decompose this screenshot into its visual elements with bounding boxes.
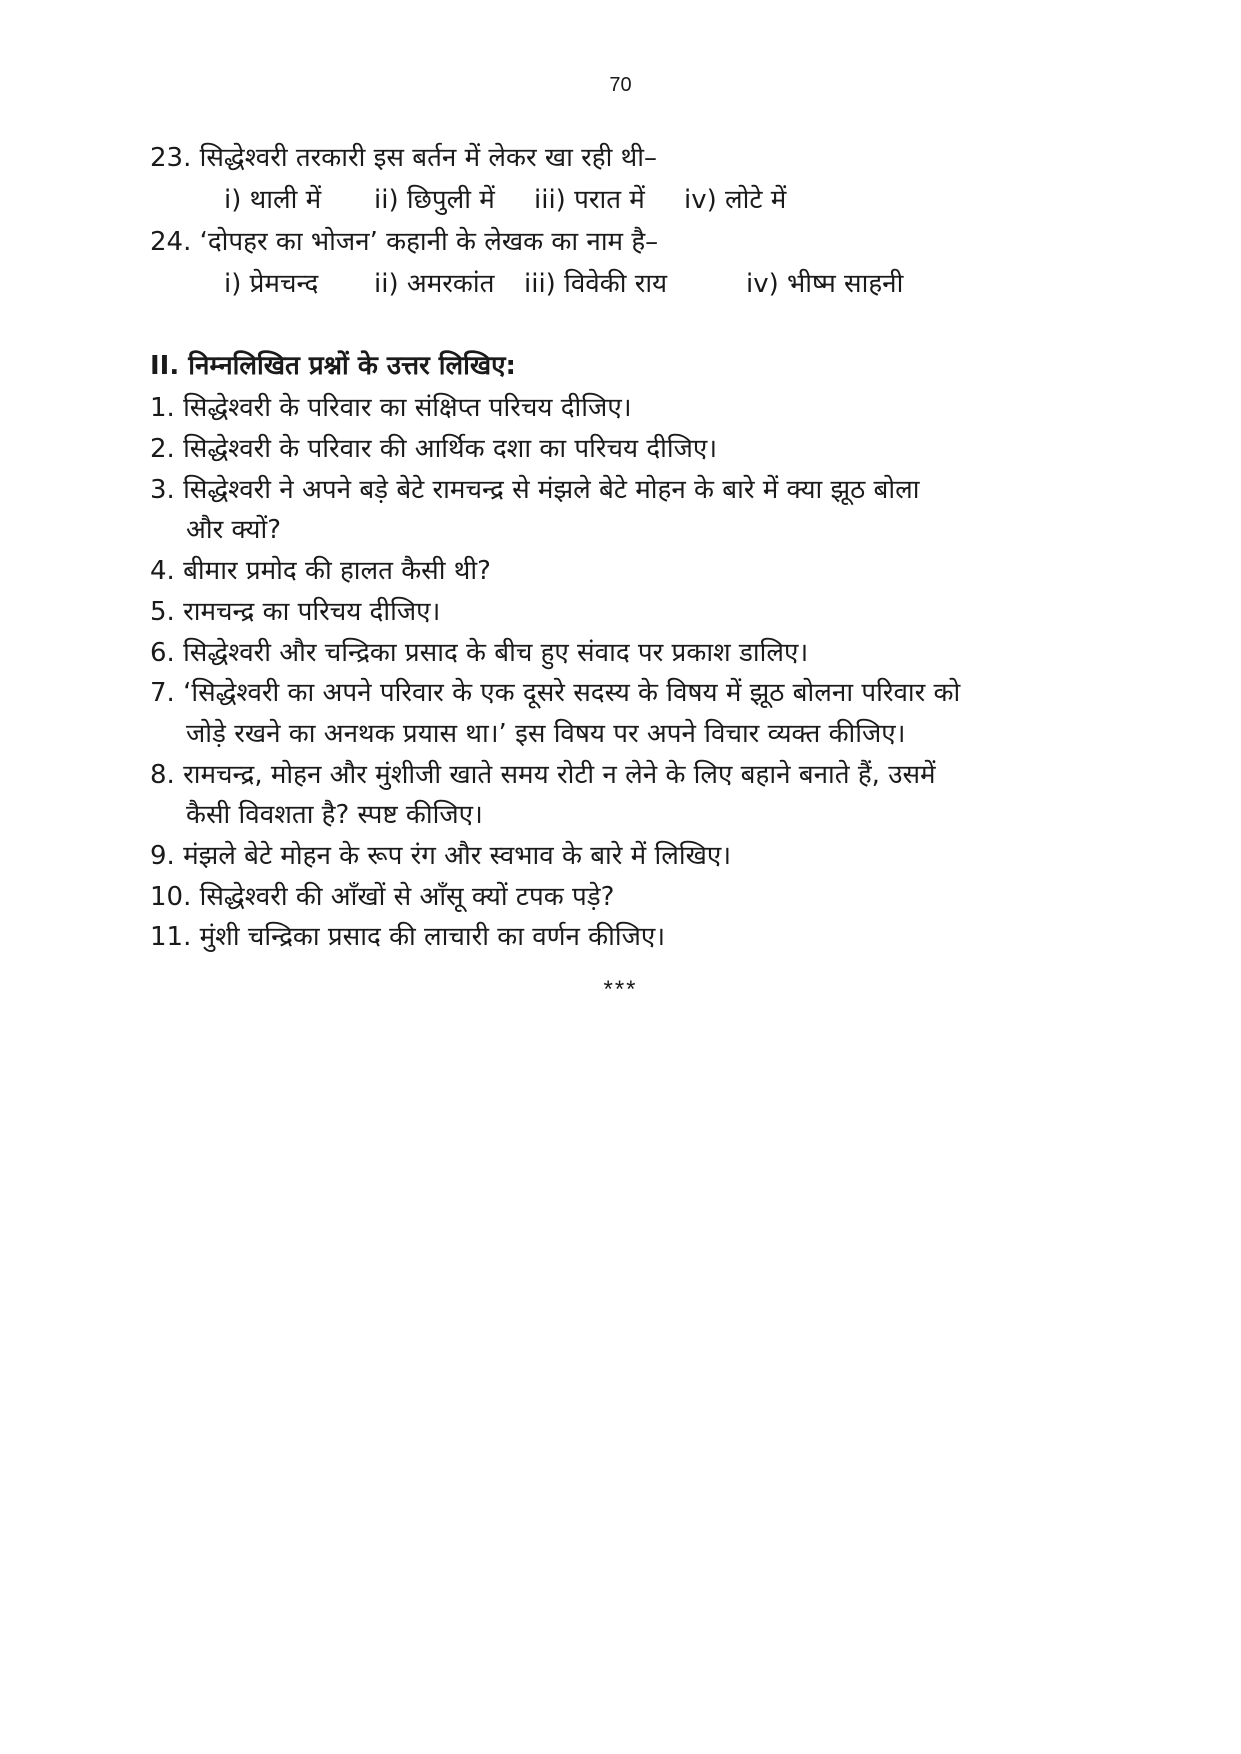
question-5: 5. रामचन्द्र का परिचय दीजिए। [150,597,441,627]
q24-option-4: iv) भीष्म साहनी [746,269,904,299]
question-23: 23. सिद्धेश्वरी तरकारी इस बर्तन में लेकर खा रही थी– [150,143,657,173]
question-11: 11. मुंशी चन्द्रिका प्रसाद की लाचारी का वर्णन कीजिए। [150,922,666,952]
question-9: 9. मंझले बेटे मोहन के रूप रंग और स्वभाव के बारे में लिखिए। [150,841,732,871]
q24-option-1: i) प्रेमचन्द [224,269,319,299]
question-8: 8. रामचन्द्र, मोहन और मुंशीजी खाते समय रोटी न लेने के लिए बहाने बनाते हैं, उसमें [150,760,936,790]
q24-option-2: ii) अमरकांत [374,269,495,299]
q23-option-3: iii) परात में [534,185,645,215]
question-24: 24. ‘दोपहर का भोजन’ कहानी के लेखक का नाम है– [150,227,659,257]
question-2: 2. सिद्धेश्वरी के परिवार की आर्थिक दशा का परिचय दीजिए। [150,434,718,464]
question-4: 4. बीमार प्रमोद की हालत कैसी थी? [150,556,491,586]
question-3: 3. सिद्धेश्वरी ने अपने बड़े बेटे रामचन्द्र से मंझले बेटे मोहन के बारे में क्या झूठ बोला [150,475,920,505]
q24-option-3: iii) विवेकी राय [524,269,668,299]
question-7: 7. ‘सिद्धेश्वरी का अपने परिवार के एक दूसरे सदस्य के विषय में झूठ बोलना परिवार को [150,678,961,708]
question-3-continued: और क्यों? [186,515,282,545]
question-7-continued: जोड़े रखने का अनथक प्रयास था।’ इस विषय पर अपने विचार व्यक्त कीजिए। [186,719,906,749]
section-heading: II. निम्नलिखित प्रश्नों के उत्तर लिखिए: [150,351,516,381]
question-10: 10. सिद्धेश्वरी की आँखों से आँसू क्यों टपक पड़े? [150,882,615,912]
question-6: 6. सिद्धेश्वरी और चन्द्रिका प्रसाद के बीच हुए संवाद पर प्रकाश डालिए। [150,638,809,668]
end-mark: *** [603,976,638,1003]
question-1: 1. सिद्धेश्वरी के परिवार का संक्षिप्त परिचय दीजिए। [150,393,632,423]
q23-option-2: ii) छिपुली में [374,185,495,215]
q23-option-4: iv) लोटे में [684,185,787,215]
question-8-continued: कैसी विवशता है? स्पष्ट कीजिए। [186,800,483,830]
page-number: 70 [609,74,632,96]
q23-option-1: i) थाली में [224,185,322,215]
